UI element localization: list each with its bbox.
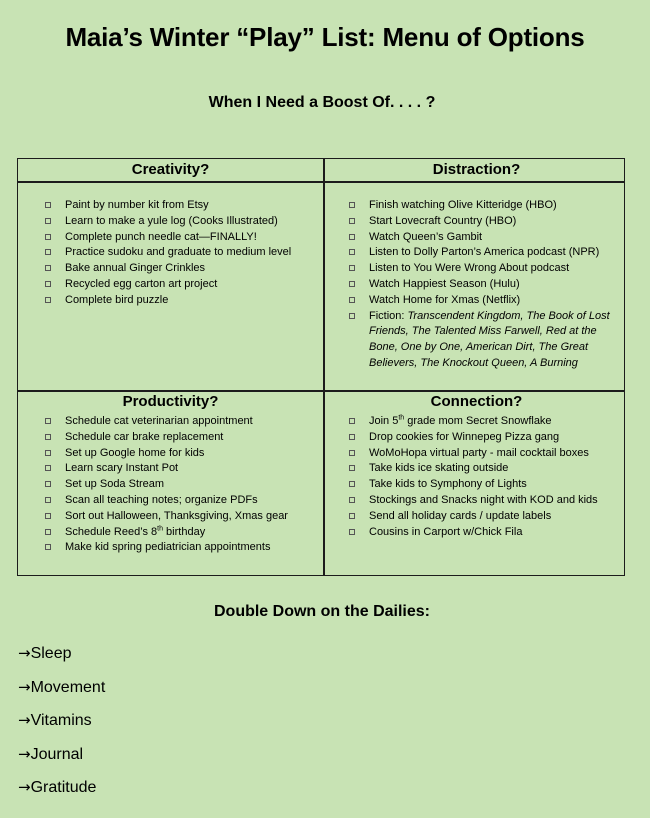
checklist-item	[349, 214, 617, 230]
item-text: Join 5	[369, 415, 399, 427]
checklist-item	[45, 198, 320, 214]
item-text: WoMoHopa virtual party - mail cocktail boxes	[369, 446, 589, 459]
arrow-right-icon: →	[18, 744, 31, 763]
checklist-item	[349, 293, 617, 309]
productivity-heading: Productivity?	[122, 393, 219, 410]
checklist-item	[45, 261, 320, 277]
checkbox-icon	[349, 234, 355, 240]
checkbox-icon	[349, 513, 355, 519]
checkbox-icon	[45, 234, 51, 240]
checkbox-icon	[349, 434, 355, 440]
page-subtitle: When I Need a Boost Of. . . . ?	[208, 94, 436, 111]
item-text: Complete punch needle cat—FINALLY!	[65, 230, 257, 243]
checklist-item	[349, 198, 617, 214]
item-text: Drop cookies for Winnepeg Pizza gang	[369, 430, 560, 443]
checkbox-icon	[349, 450, 355, 456]
checkbox-icon	[349, 529, 355, 535]
item-text: Finish watching Olive Kitteridge (HBO)	[369, 199, 557, 211]
creativity-heading: Creativity?	[131, 161, 210, 178]
ordinal-suffix: th	[398, 414, 405, 422]
checkbox-icon	[45, 465, 51, 471]
daily-item	[18, 771, 105, 805]
item-text: Practice sudoku and graduate to medium level	[65, 246, 292, 259]
item-text: Learn to make a yule log (Cooks Illustrated)	[65, 214, 278, 227]
arrow-right-icon: →	[18, 644, 31, 662]
checkbox-icon	[349, 418, 355, 424]
checklist-item	[349, 493, 617, 509]
checkbox-icon	[349, 202, 355, 208]
daily-item	[18, 738, 105, 772]
checkbox-icon	[349, 249, 355, 255]
item-text: Watch Happiest Season (Hulu)	[369, 277, 520, 290]
column-divider	[323, 159, 325, 575]
item-text: Learn scary Instant Pot	[65, 462, 179, 475]
ordinal-suffix: th	[157, 524, 163, 532]
checklist-item	[45, 509, 320, 525]
checkbox-icon	[45, 202, 51, 208]
checkbox-icon	[45, 418, 51, 424]
checkbox-icon	[349, 313, 355, 319]
checkbox-icon	[45, 544, 51, 550]
item-text: Send all holiday cards / update labels	[369, 509, 552, 522]
checkbox-icon	[45, 297, 51, 303]
checklist-item	[349, 461, 617, 477]
dailies-heading: Double Down on the Dailies:	[213, 603, 430, 620]
daily-label: Sleep	[30, 645, 72, 662]
daily-item	[18, 671, 105, 705]
checkbox-icon	[349, 265, 355, 271]
connection-heading: Connection?	[430, 393, 523, 410]
item-text: Recycled egg carton art project	[65, 277, 218, 290]
connection-list	[349, 414, 617, 540]
checkbox-icon	[349, 218, 355, 224]
dailies-list	[18, 637, 105, 805]
daily-label: Vitamins	[30, 712, 92, 730]
checkbox-icon	[45, 218, 51, 224]
item-text: Listen to Dolly Parton’s America podcast (NPR)	[369, 246, 600, 259]
daily-label: Journal	[30, 745, 84, 763]
checklist-item	[45, 414, 320, 430]
daily-item	[18, 637, 105, 671]
checklist-item	[45, 230, 320, 246]
item-text: Sort out Halloween, Thanksgiving, Xmas gear	[65, 509, 288, 522]
arrow-right-icon: →	[18, 677, 31, 696]
checklist-item	[349, 414, 617, 430]
checkbox-icon	[45, 265, 51, 271]
checkbox-icon	[349, 497, 355, 503]
checkbox-icon	[349, 297, 355, 303]
checkbox-icon	[45, 249, 51, 255]
checklist-item	[45, 525, 320, 541]
item-text: Scan all teaching notes; organize PDFs	[65, 493, 258, 506]
checklist-item	[45, 245, 320, 261]
item-text: Schedule cat veterinarian appointment	[65, 415, 253, 427]
checklist-item	[349, 509, 617, 525]
checkbox-icon	[45, 529, 51, 535]
checklist-item	[45, 477, 320, 493]
checklist-item	[45, 430, 320, 446]
checkbox-icon	[45, 481, 51, 487]
checkbox-icon	[349, 465, 355, 471]
header-divider-top	[18, 181, 624, 183]
item-text: Stockings and Snacks night with KOD and kids	[369, 493, 598, 506]
daily-item	[18, 704, 105, 738]
distraction-list	[349, 198, 617, 372]
checklist-item	[349, 277, 617, 293]
item-text: Schedule car brake replacement	[65, 430, 224, 443]
checkbox-icon	[45, 513, 51, 519]
item-text: Watch Queen’s Gambit	[369, 230, 483, 243]
checkbox-icon	[45, 281, 51, 287]
creativity-list	[45, 198, 320, 309]
checklist-item	[45, 293, 320, 309]
checklist-item	[349, 309, 617, 372]
checkbox-icon	[45, 434, 51, 440]
checklist-item	[349, 230, 617, 246]
item-text: Complete bird puzzle	[65, 293, 169, 306]
item-text: Make kid spring pediatrician appointments	[65, 541, 271, 554]
productivity-list	[45, 414, 320, 556]
checklist-item	[349, 245, 617, 261]
item-text: Watch Home for Xmas (Netflix)	[369, 293, 521, 306]
checkbox-icon	[349, 281, 355, 287]
checklist-item	[45, 446, 320, 462]
arrow-right-icon: →	[18, 778, 31, 797]
options-table	[17, 158, 625, 576]
checklist-item	[349, 446, 617, 462]
checkbox-icon	[45, 497, 51, 503]
checklist-item	[45, 214, 320, 230]
checkbox-icon	[45, 450, 51, 456]
page-title: Maia’s Winter “Play” List: Menu of Options	[65, 22, 585, 52]
fiction-titles: Transcendent Kingdom, The Book of Lost Friends, The Talented Miss Farwell, Red at the Bone, One by One, American Dirt, The Great Believers, The Knockout Queen, A Burning	[369, 309, 610, 369]
item-text: Paint by number kit from Etsy	[65, 199, 209, 211]
checklist-item	[45, 461, 320, 477]
item-text: grade mom Secret Snowflake	[404, 415, 552, 427]
checklist-item	[45, 277, 320, 293]
item-text: Listen to You Were Wrong About podcast	[369, 262, 570, 275]
item-text: Take kids to Symphony of Lights	[369, 478, 527, 491]
daily-label: Movement	[30, 678, 106, 696]
arrow-right-icon: →	[18, 711, 31, 730]
item-text: Set up Soda Stream	[65, 478, 165, 491]
checklist-item	[349, 430, 617, 446]
item-text: Cousins in Carport w/Chick Fila	[369, 525, 523, 538]
checkbox-icon	[349, 481, 355, 487]
checklist-item	[45, 540, 320, 556]
daily-label: Gratitude	[30, 779, 97, 797]
checklist-item	[349, 477, 617, 493]
checklist-item	[45, 493, 320, 509]
item-text: Schedule Reed’s 8	[65, 525, 158, 538]
distraction-heading: Distraction?	[432, 161, 521, 178]
item-text: Take kids ice skating outside	[369, 462, 509, 475]
item-text: birthday	[163, 525, 206, 538]
fiction-label: Fiction:	[369, 309, 408, 322]
item-text: Set up Google home for kids	[65, 446, 205, 459]
checklist-item	[349, 525, 617, 541]
item-text: Bake annual Ginger Crinkles	[65, 262, 206, 275]
checklist-item	[349, 261, 617, 277]
item-text: Start Lovecraft Country (HBO)	[369, 214, 517, 227]
